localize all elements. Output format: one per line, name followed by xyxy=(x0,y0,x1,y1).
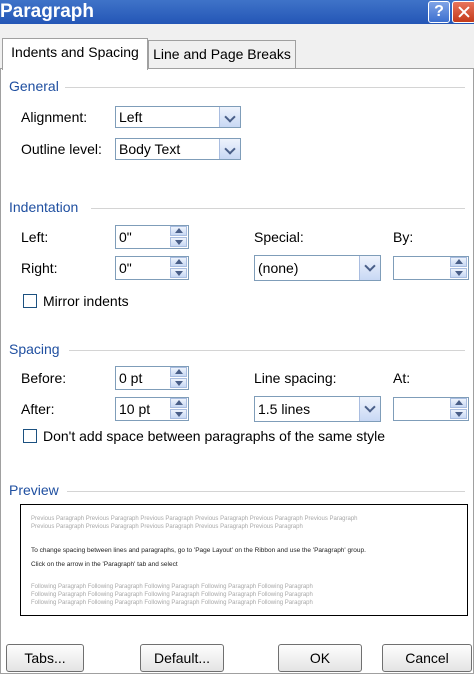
at-label: At: xyxy=(393,370,411,386)
spin-down-icon[interactable] xyxy=(170,237,187,247)
preview-sample-line: To change spacing between lines and paragraphs, go to 'Page Layout' on the Ribbon and use the 'Paragraph' group. xyxy=(31,547,366,554)
spin-up-icon[interactable] xyxy=(170,226,187,236)
dont-add-space-checkbox[interactable] xyxy=(23,429,37,443)
right-indent-label: Right: xyxy=(21,260,58,276)
spacing-divider xyxy=(69,350,465,351)
right-indent-value: 0" xyxy=(119,260,132,276)
preview-following-line: Following Paragraph Following Paragraph Following Paragraph Following Paragraph Following Paragraph xyxy=(31,592,313,598)
preview-pane xyxy=(20,504,468,616)
general-section-label: General xyxy=(9,78,59,94)
title-bar xyxy=(0,0,474,24)
spacing-section-label: Spacing xyxy=(9,341,60,357)
chevron-down-icon[interactable] xyxy=(359,397,380,421)
preview-sample-line: Click on the arrow in the 'Paragraph' tab and select xyxy=(31,561,178,568)
special-label: Special: xyxy=(254,229,304,245)
line-spacing-value: 1.5 lines xyxy=(258,401,311,417)
alignment-select[interactable] xyxy=(115,106,241,128)
before-label: Before: xyxy=(21,370,67,386)
mirror-indents-checkbox[interactable] xyxy=(23,294,37,308)
alignment-label: Alignment: xyxy=(21,109,88,125)
outline-level-label: Outline level: xyxy=(21,141,102,157)
dont-add-space-label[interactable]: Don't add space between paragraphs of the same style xyxy=(43,428,385,444)
tab-indents-and-spacing[interactable]: Indents and Spacing xyxy=(2,38,148,70)
before-value: 0 pt xyxy=(119,370,143,386)
preview-following-line: Following Paragraph Following Paragraph Following Paragraph Following Paragraph Following Paragraph xyxy=(31,600,313,606)
outline-level-select[interactable] xyxy=(115,138,241,160)
cancel-button[interactable]: Cancel xyxy=(382,644,472,672)
alignment-value: Left xyxy=(119,109,143,125)
spin-down-icon[interactable] xyxy=(450,268,467,278)
special-select[interactable] xyxy=(254,255,381,281)
left-indent-label: Left: xyxy=(21,229,49,245)
at-stepper[interactable] xyxy=(393,397,469,421)
by-stepper[interactable] xyxy=(393,256,469,280)
outline-level-value: Body Text xyxy=(119,141,181,157)
tabs-button[interactable]: Tabs... xyxy=(6,644,84,672)
preview-divider xyxy=(67,491,465,492)
spin-down-icon[interactable] xyxy=(170,378,187,388)
spin-down-icon[interactable] xyxy=(170,409,187,419)
spin-up-icon[interactable] xyxy=(170,367,187,377)
line-spacing-select[interactable] xyxy=(254,396,381,422)
tab-line-and-page-breaks[interactable]: Line and Page Breaks xyxy=(148,40,296,69)
close-button[interactable] xyxy=(452,1,474,23)
mirror-indents-label[interactable]: Mirror indents xyxy=(43,293,129,309)
special-value: (none) xyxy=(258,260,299,276)
right-indent-stepper[interactable] xyxy=(115,256,189,280)
left-indent-value: 0" xyxy=(119,229,132,245)
after-value: 10 pt xyxy=(119,401,151,417)
spin-up-icon[interactable] xyxy=(450,257,467,267)
indentation-section-label: Indentation xyxy=(9,199,79,215)
spin-down-icon[interactable] xyxy=(450,409,467,419)
spin-down-icon[interactable] xyxy=(170,268,187,278)
window-title: Paragraph xyxy=(0,1,94,22)
preview-following-line: Following Paragraph Following Paragraph Following Paragraph Following Paragraph Following Paragraph xyxy=(31,584,313,590)
ok-button[interactable]: OK xyxy=(278,644,362,672)
spin-up-icon[interactable] xyxy=(170,398,187,408)
before-stepper[interactable] xyxy=(115,366,189,390)
line-spacing-label: Line spacing: xyxy=(254,370,337,386)
general-divider xyxy=(65,87,465,88)
chevron-down-icon[interactable] xyxy=(359,256,380,280)
preview-section-label: Preview xyxy=(9,482,59,498)
default-button[interactable]: Default... xyxy=(140,644,224,672)
spin-up-icon[interactable] xyxy=(170,257,187,267)
chevron-down-icon[interactable] xyxy=(219,107,240,127)
help-button[interactable]: ? xyxy=(428,1,450,23)
by-label: By: xyxy=(393,229,414,245)
after-label: After: xyxy=(21,401,55,417)
after-stepper[interactable] xyxy=(115,397,189,421)
indentation-divider xyxy=(91,208,465,209)
left-indent-stepper[interactable] xyxy=(115,225,189,249)
chevron-down-icon[interactable] xyxy=(219,139,240,159)
preview-previous-line: Previous Paragraph Previous Paragraph Previous Paragraph Previous Paragraph Previous Paragraph Previous Paragraph xyxy=(31,516,358,522)
preview-previous-line: Previous Paragraph Previous Paragraph Previous Paragraph Previous Paragraph Previous Paragraph xyxy=(31,524,303,530)
spin-up-icon[interactable] xyxy=(450,398,467,408)
